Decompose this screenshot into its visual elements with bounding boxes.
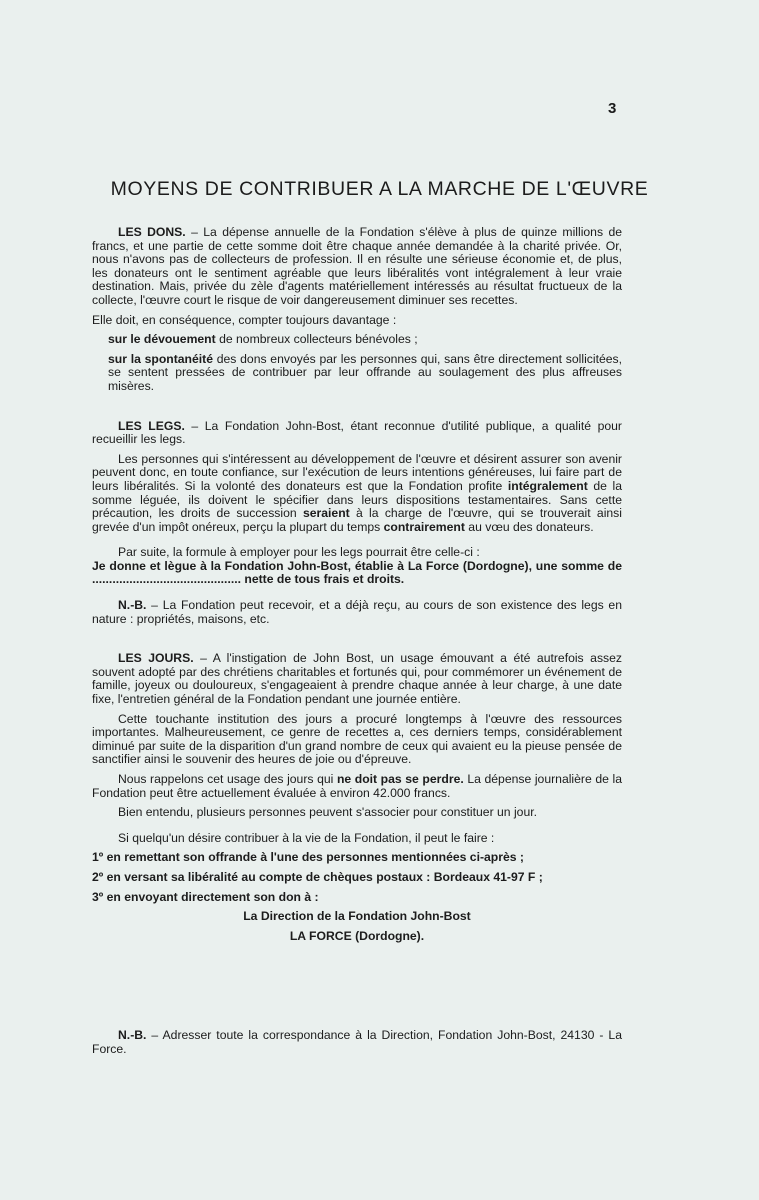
jours-paragraph-3: Nous rappelons cet usage des jours qui ne doit pas se perdre. La dépense journalière de la Fondation peut être actuellement évaluée à environ 42.000 francs. — [92, 772, 622, 800]
dons-intro: Elle doit, en conséquence, compter toujours davantage : — [92, 312, 397, 327]
jours-heading: LES JOURS. — [118, 651, 194, 666]
jours-paragraph: LES JOURS. – A l'instigation de John Bost, un usage émouvant a été autrefois assez souvent adopté par des chrétiens charitables et fortunés qui, pour commémorer un événement de famille, joyeux ou douloureux, s'engageaient à prendre chaque année à leur charge, à une date fixe, l'entretien général de la Fondation pendant une journée entière. — [92, 651, 622, 707]
jours-paragraph-2: Cette touchante institution des jours a procuré longtemps à l'œuvre des ressources importantes. Malheureusement, ce genre de recettes a, ces derniers temps, considérablement diminué par suite de la disparition d'un grand nombre de ceux qui avaient eu la pieuse pensée de sanctifier ainsi le souvenir des heures de joie ou d'épreuve. — [92, 711, 622, 767]
dons-heading: LES DONS. — [118, 225, 186, 239]
contribute-item-2: 2º en versant sa libéralité au compte de chèques postaux : Bordeaux 41-97 F ; — [92, 869, 543, 884]
page-title: MOYENS DE CONTRIBUER A LA MARCHE DE L'ŒUVRE — [110, 178, 649, 200]
contribute-item-3: 3º en envoyant directement son don à : — [92, 889, 319, 904]
address-line-1: La Direction de la Fondation John-Bost — [243, 909, 471, 924]
document-body — [92, 226, 622, 1057]
legs-paragraph: LES LEGS. – La Fondation John-Bost, étant reconnue d'utilité publique, a qualité pour recueillir les legs. — [92, 418, 622, 447]
contribute-item-1: 1º en remettant son offrande à l'une des personnes mentionnées ci-après ; — [92, 850, 524, 865]
dons-item-1: sur le dévouement de nombreux collecteurs bénévoles ; — [108, 332, 418, 347]
legs-formula-intro: Par suite, la formule à employer pour les legs pourrait être celle-ci : — [118, 545, 480, 560]
jours-paragraph-4: Bien entendu, plusieurs personnes peuvent s'associer pour constituer un jour. — [118, 805, 537, 820]
legs-heading: LES LEGS. — [118, 418, 185, 433]
address-line-2: LA FORCE (Dordogne). — [289, 928, 425, 943]
legs-nb: N.-B. – La Fondation peut recevoir, et a déjà reçu, au cours de son existence des legs en nature : propriétés, maisons, etc. — [92, 598, 622, 626]
legs-paragraph-2: Les personnes qui s'intéressent au développement de l'œuvre et désirent assurer son avenir peuvent donc, en toute confiance, sur l'exécution de leurs intentions généreuses, lui faire part de leurs libéralités. Si la volonté des donateurs est que la Fondation profite intégralement de la somme léguée, ils doivent le spécifier dans leurs dispositions testamentaires. Sans cette précaution, les droits de succession seraient à la charge de l'œuvre, qui se trouverait ainsi grevée d'un impôt onéreux, perçu la plupart du temps contrairement au vœu des donateurs. — [92, 451, 622, 534]
dons-item-2: sur la spontanéité des dons envoyés par les personnes qui, sans être directement sollicitées, se sentent pressées de contribuer par leur offrande au soulagement des plus affreuses misères. — [108, 351, 623, 393]
page-number: 3 — [608, 100, 617, 117]
dons-paragraph — [92, 226, 622, 308]
dons-text: – La dépense annuelle de la Fondation s'élève à plus de quinze millions de francs, et une partie de cette somme doit être chaque année demandée à la charité privée. Or, nous n'avons pas de collecteurs de profession. Il en résulte une sérieuse économie et, de plus, les donateurs ont le sentiment agréable que leurs libéralités vont intégralement à leur vraie destination. Mais, privée du zèle d'agents matériellement intéressés au résultat fructueux de la collecte, l'œuvre court le risque de voir dangereusement diminuer ses recettes. — [92, 225, 623, 307]
final-nb: N.-B. – Adresser toute la correspondance à la Direction, Fondation John-Bost, 24130 - La Force. — [92, 1028, 622, 1056]
legs-formula: Je donne et lègue à la Fondation John-Bost, établie à La Force (Dordogne), une somme de ............................................ nette de tous frais et droits. — [92, 558, 622, 587]
contribute-intro: Si quelqu'un désire contribuer à la vie de la Fondation, il peut le faire : — [118, 830, 495, 845]
